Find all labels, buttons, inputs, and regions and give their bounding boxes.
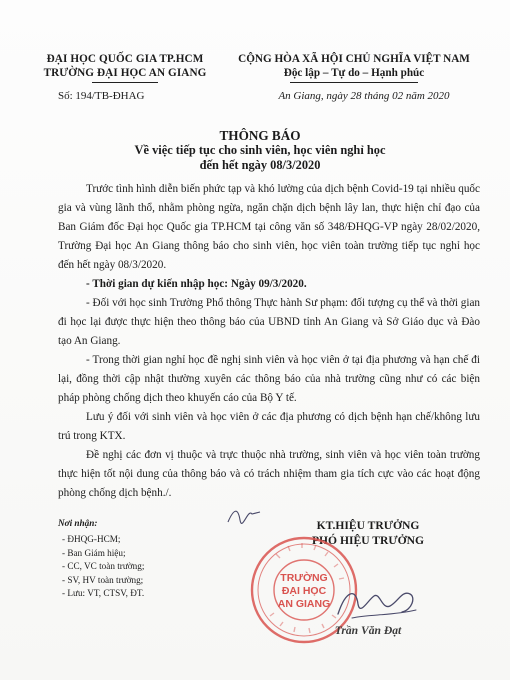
signature-title-line-1: KT.HIỆU TRƯỞNG [316,519,420,532]
country-name: CỘNG HÒA XÃ HỘI CHỦ NGHĨA VIỆT NAM [238,53,470,65]
document-title: THÔNG BÁO [219,128,301,143]
document-number: Số: 194/TB-ĐHAG [58,90,145,102]
recipients-list [58,517,144,600]
recipient-item: - ĐHQG-HCM; [62,534,121,545]
initial-mark-icon [226,504,266,528]
header-underline [92,82,158,83]
recipient-item: - Lưu: VT, CTSV, ĐT. [62,588,145,599]
body-paragraph-reopen-date: - Thời gian dự kiến nhập học: Ngày 09/3/2020. [86,278,307,290]
document-body [58,180,480,503]
recipient-item: - Ban Giám hiệu; [62,547,126,558]
motto-underline [290,82,418,83]
signature-title-line-2: PHÓ HIỆU TRƯỞNG [311,533,425,547]
national-motto: Độc lập – Tự do – Hạnh phúc [283,67,425,79]
body-paragraph: Trước tình hình diễn biến phức tạp và khó lường của dịch bệnh Covid-19 tại nhiều quốc gia và vùng lãnh thổ, nhằm phòng ngừa, ngăn chặn dịch bệnh lây lan, thực hiện chỉ đạo của Ban Giám đốc Đại học Quốc gia TP.HCM tại công văn số 348/ĐHQG-VP ngày 28/02/2020, Trường Đại học An Giang thông báo cho sinh viên, học viên toàn trường tiếp tục nghỉ học đến hết ngày 08/3/2020. [58,183,480,271]
body-paragraph: Đề nghị các đơn vị thuộc và trực thuộc nhà trường, sinh viên và học viên toàn trường thực hiện tốt nội dung của thông báo và có trách nhiệm tham gia tích cực vào các hoạt động phòng chống dịch bệnh./. [58,449,480,499]
recipient-item: - SV, HV toàn trường; [62,574,144,585]
document-subject [80,143,440,174]
seal-line-1: TRƯỜNG [280,572,328,584]
body-paragraph: - Trong thời gian nghỉ học đề nghị sinh viên và học viên ở tại địa phương và hạn chế đi lại, đồng thời cập nhật thường xuyên các thông báo của nhà trường cũng như có các biện pháp phòng chống dịch theo khuyến cáo của Bộ Y tế. [58,354,480,404]
handwritten-signature-icon [332,580,422,626]
recipients-heading: Nơi nhận: [58,518,98,528]
issuing-organization [30,52,220,83]
body-paragraph: - Đối với học sinh Trường Phổ thông Thực hành Sư phạm: đối tượng cụ thể và thời gian đi học lại được thực hiện theo thông báo của UBND tỉnh An Giang và Sở Giáo dục và Đào tạo An Giang. [58,297,480,347]
subject-line-2: đến hết ngày 08/3/2020 [199,158,321,173]
signer-name: Trần Văn Đạt [334,624,402,637]
seal-line-3: AN GIANG [277,598,331,610]
issue-date: An Giang, ngày 28 tháng 02 năm 2020 [278,90,450,102]
parent-organization: ĐẠI HỌC QUỐC GIA TP.HCM [46,53,204,65]
national-header [224,52,484,83]
subject-line-1: Về việc tiếp tục cho sinh viên, học viên nghỉ học [134,143,386,157]
recipient-item: - CC, VC toàn trường; [62,561,145,572]
seal-line-2: ĐẠI HỌC [281,585,327,597]
body-paragraph: Lưu ý đối với sinh viên và học viên ở các địa phương có dịch bệnh hạn chế/không lưu trú trong KTX. [58,411,480,442]
school-name: TRƯỜNG ĐẠI HỌC AN GIANG [43,67,207,79]
